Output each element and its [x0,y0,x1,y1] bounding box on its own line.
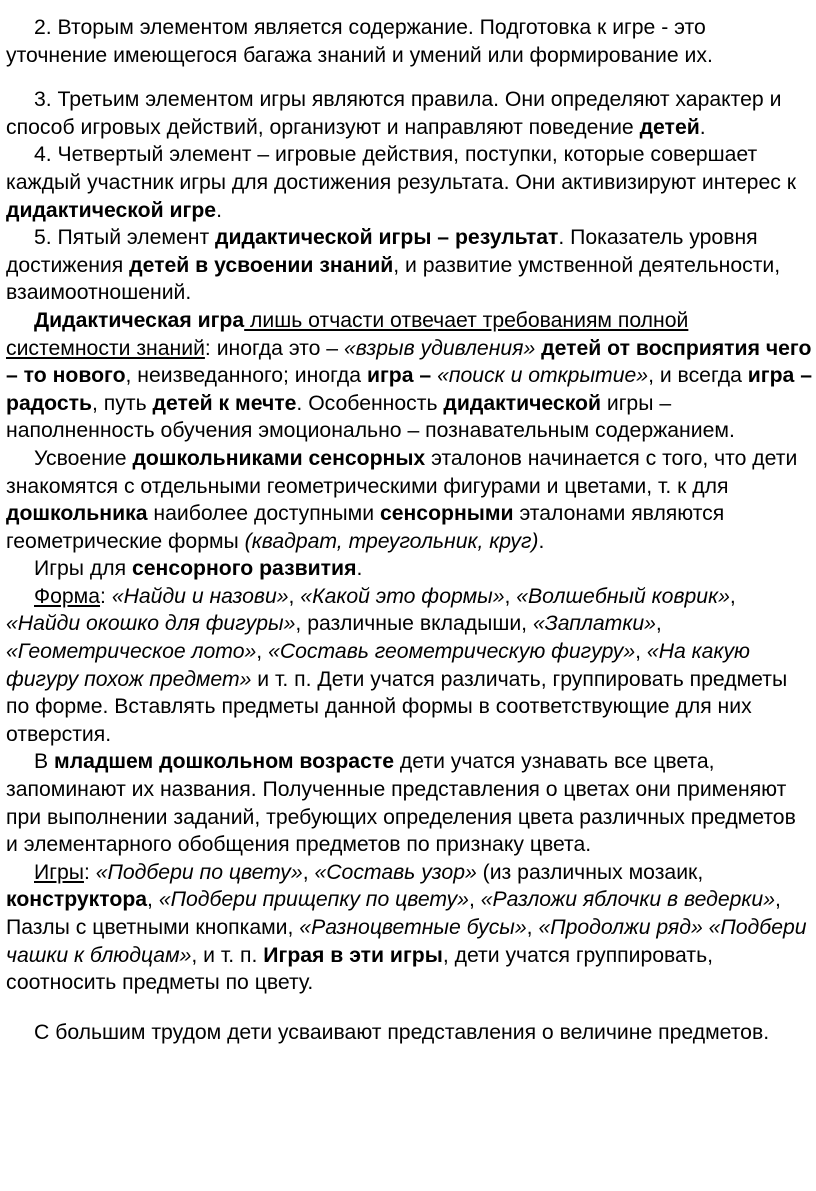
italic-text: «Подбери прищепку по цвету» [158,888,469,912]
text: , [635,640,647,664]
text: Игры для [34,557,132,581]
bold-text: младшем дошкольном возрасте [54,750,395,774]
bold-text: игра – радость [6,364,813,415]
text: . Показатель уровня достижения [6,226,758,277]
spacer [6,69,812,86]
paragraph-color-games [6,859,812,997]
bold-text: дидактической [443,391,601,415]
text: , неизведанного; иногда [125,364,367,388]
bold-text: детей в усвоении знаний [129,253,394,277]
bold-text: дошкольниками сенсорных [132,446,426,470]
text: : [100,584,112,608]
bold-text: дидактической игры – результат [215,226,559,250]
italic-text: «взрыв удивления» [343,336,536,360]
text: , и всегда [648,364,748,388]
paragraph-form-games [6,583,812,749]
bold-text: дошкольника [6,502,148,526]
text: эталонов начинается с того, что дети знакомятся с отдельными геометрическими фигурами и цветами, т. к для [6,446,798,498]
bold-text: игра – [366,364,432,388]
text: , Пазлы с цветными кнопками, [6,888,781,939]
text: , [302,860,315,884]
text: и т. п. Дети учатся различать, группировать предметы по форме. Вставлять предметы данной формы в соответствующие для них отверстия. [6,667,788,746]
italic-text: «Разноцветные бусы» [299,916,527,939]
italic-text: «Составь узор» [314,860,477,884]
paragraph-didactic-game [6,307,812,445]
text: наиболее доступными [147,502,380,526]
text: , [468,888,481,912]
bold-text: детей [639,115,700,139]
text: , дети учатся группировать, соотносить предметы по цвету. [6,943,714,995]
spacer [6,997,812,1019]
bold-text: дидактической игре [6,198,217,222]
italic-text: «Найди окошко для фигуры» [6,612,296,636]
italic-text: «Продолжи ряд» [538,916,703,939]
text: эталонами являются геометрические формы [6,502,725,553]
paragraph-2 [6,14,812,69]
text: . [538,529,545,553]
text: игры – наполненность обучения эмоционально – познавательным содержанием. [6,391,735,443]
text: 5. Пятый элемент [34,226,216,250]
text: 2. Вторым элементом является содержание. Подготовка к игре - это уточнение имеющегося багажа знаний и умений или формирование их. [6,16,713,67]
paragraph-sensory-standards [6,445,812,555]
text: , различные вкладыши, [295,612,533,636]
text: Усвоение [34,446,133,470]
italic-text: (квадрат, треугольник, круг) [244,529,539,553]
text: , [256,640,269,664]
paragraph-size [6,1019,812,1047]
text: , и развитие умственной деятельности, взаимоотношений. [6,253,781,305]
bold-text: сенсорными [379,502,514,526]
text: , [147,888,159,912]
paragraph-3 [6,86,812,141]
text: . [356,557,363,581]
italic-text: «Геометрическое лото» [6,640,257,664]
text: , и т. п. [191,943,264,967]
paragraph-younger-age [6,748,812,858]
text: 3. Третьим элементом игры являются правила. Они определяют характер и способ игровых действий, организуют и направляют поведение [6,88,782,139]
bold-text: сенсорного развития [131,557,357,581]
paragraph-games-heading [6,555,812,583]
italic-text: «На какую фигуру похож предмет» [6,640,750,691]
text: (из различных мозаик, [476,860,704,884]
text: , [288,584,301,608]
paragraph-4 [6,141,812,224]
italic-text: «поиск и открытие» [437,364,649,388]
italic-text: «Какой это формы» [300,584,505,608]
underlined-text: Игры [34,860,84,884]
bold-text: детей от восприятия чего – то нового [6,336,812,388]
text: С большим трудом дети усваивают представления о величине предметов. [34,1020,770,1044]
underlined-text: Форма [34,584,101,608]
text: дети учатся узнавать все цвета, запоминают их названия. Полученные представления о цветах они применяют при выполнении заданий, требующих определения цвета различных предметов и элементарного обобщения предметов по признаку цвета. [6,750,796,857]
italic-text: «Подбери по цвету» [95,860,303,884]
text: , [526,916,539,939]
text: . [216,198,222,222]
underlined-text: лишь отчасти отвечает требованиям полной системности знаний [6,308,689,360]
text: , путь [92,391,153,415]
text: . Особенность [296,391,444,415]
bold-text: Дидактическая игра [34,308,245,332]
paragraph-5 [6,224,812,307]
text: : иногда это – [204,336,344,360]
italic-text: «Заплатки» [532,612,656,636]
text: В [34,750,55,774]
italic-text: «Найди и назови» [111,584,289,608]
italic-text: «Волшебный коврик» [516,584,730,608]
bold-text: конструктора [6,888,148,912]
text: . [699,115,706,139]
italic-text: «Разложи яблочки в ведерки» [480,888,775,912]
bold-text: детей к мечте [152,391,297,415]
text: 4. Четвертый элемент – игровые действия, поступки, которые совершает каждый участник игры для достижения результата. Они активизируют интерес к [6,143,796,194]
text: , [729,584,736,608]
text: , [504,584,517,608]
italic-text: «Подбери чашки к блюдцам» [6,916,807,967]
italic-text: «Составь геометрическую фигуру» [268,640,636,664]
text: , [655,612,662,636]
bold-text: Играя в эти игры [263,943,443,967]
text: : [83,860,96,884]
